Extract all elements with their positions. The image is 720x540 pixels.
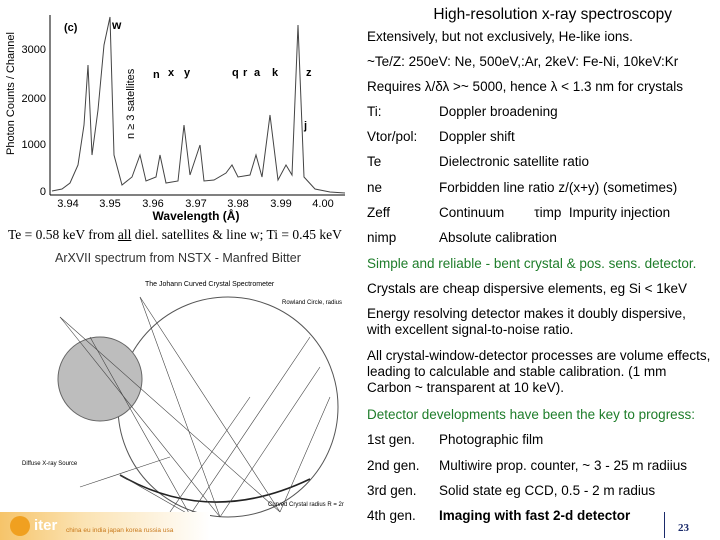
intro-line-1: Extensively, but not exclusively, He-like ions. bbox=[367, 29, 633, 44]
partners-text: china eu india japan korea russia usa bbox=[66, 527, 174, 534]
panel-label: (c) bbox=[64, 22, 78, 34]
line-label-x: x bbox=[168, 67, 175, 79]
y-tick: 0 bbox=[39, 186, 46, 198]
gen-desc: Imaging with fast 2-d detector bbox=[439, 508, 631, 523]
line-label-z: z bbox=[306, 67, 312, 79]
spectrum-trace bbox=[52, 17, 345, 193]
gen-desc: Solid state eg CCD, 0.5 - 2 m radius bbox=[439, 483, 656, 498]
gen-label: 3rd gen. bbox=[367, 483, 417, 498]
param-key: ne bbox=[367, 180, 383, 195]
line-label-n: n bbox=[153, 69, 160, 81]
line-label-a: a bbox=[254, 67, 261, 79]
param-key: nimp bbox=[367, 230, 397, 245]
simple-note: Simple and reliable - bent crystal & pos. sens. detector. bbox=[367, 256, 697, 271]
footer-divider bbox=[664, 512, 665, 538]
x-axis-label: Wavelength (Å) bbox=[152, 209, 240, 223]
param-desc: Dielectronic satellite ratio bbox=[439, 154, 590, 169]
page-number: 23 bbox=[678, 522, 689, 534]
x-tick: 3.95 bbox=[99, 198, 121, 210]
param-desc: Doppler shift bbox=[439, 129, 515, 144]
energy-note: Energy resolving detector makes it doubly dispersive, with excellent signal-to-noise ratio. bbox=[367, 306, 686, 337]
line-label-q: q bbox=[232, 67, 239, 79]
intro-line-3: Requires λ/δλ >~ 5000, hence λ < 1.3 nm for crystals bbox=[367, 79, 684, 94]
line-label-k: k bbox=[272, 67, 279, 79]
x-tick: 3.98 bbox=[227, 198, 249, 210]
source-blob bbox=[58, 337, 142, 421]
line-label-y: y bbox=[184, 67, 191, 79]
param-key: Zeff bbox=[367, 205, 391, 220]
rowland-circle bbox=[118, 297, 338, 517]
line-label-r: r bbox=[243, 67, 248, 79]
footer-logo bbox=[0, 512, 210, 540]
param-desc: Doppler broadening bbox=[439, 104, 558, 119]
diagram-title: The Johann Curved Crystal Spectrometer bbox=[145, 281, 275, 288]
satellite-label: n ≥ 3 satellites bbox=[125, 68, 137, 139]
y-tick: 2000 bbox=[21, 93, 46, 105]
gen-label: 4th gen. bbox=[367, 508, 416, 523]
crystal-label: Curved Crystal radius R = 2r bbox=[268, 502, 344, 508]
johann-diagram bbox=[20, 277, 365, 522]
y-axis-label: Photon Counts / Channel bbox=[5, 32, 17, 155]
curved-crystal bbox=[120, 475, 310, 502]
param-key: Vtor/pol: bbox=[367, 129, 418, 144]
gen-label: 1st gen. bbox=[367, 432, 416, 447]
gen-label: 2nd gen. bbox=[367, 458, 420, 473]
page-title: High-resolution x-ray spectroscopy bbox=[433, 6, 672, 23]
y-tick: 3000 bbox=[21, 44, 46, 56]
rowland-label: Rowland Circle, radius bbox=[282, 300, 343, 306]
intro-line-2: ~Te/Z: 250eV: Ne, 500eV,:Ar, 2keV: Fe-Ni, 10keV:Kr bbox=[367, 54, 679, 69]
iter-logo bbox=[10, 516, 30, 536]
volume-note: All crystal-window-detector processes are volume effects, leading to calculable and stable calibration. (1 mm Carbon ~ transparent at 10 keV). bbox=[367, 348, 711, 395]
iter-logo-text: iter bbox=[34, 517, 58, 534]
te-caption-text: Te = 0.58 keV from all diel. satellites & line w; Ti = 0.45 keV bbox=[8, 227, 342, 242]
x-tick: 4.00 bbox=[312, 198, 334, 210]
gen-desc: Multiwire prop. counter, ~ 3 - 25 m radiius bbox=[439, 458, 687, 473]
x-tick: 3.99 bbox=[270, 198, 292, 210]
param-desc: Continuum τimp Impurity injection bbox=[439, 205, 671, 220]
x-tick: 3.97 bbox=[185, 198, 207, 210]
spectrum-plot bbox=[0, 5, 360, 223]
x-tick: 3.96 bbox=[142, 198, 164, 210]
underlined-word: all bbox=[117, 227, 132, 242]
param-key: Ti: bbox=[367, 104, 382, 119]
line-label-j: j bbox=[304, 120, 308, 132]
te-caption bbox=[8, 227, 342, 243]
line-label-w: w bbox=[112, 18, 122, 32]
x-tick: 3.94 bbox=[57, 198, 79, 210]
gen-desc: Photographic film bbox=[439, 432, 544, 447]
y-tick: 1000 bbox=[21, 139, 46, 151]
param-key: Te bbox=[367, 154, 382, 169]
source-label: Diffuse X-ray Source bbox=[22, 461, 78, 467]
param-desc: Absolute calibration bbox=[439, 230, 557, 245]
crystals-note: Crystals are cheap dispersive elements, eg Si < 1keV bbox=[367, 281, 688, 296]
param-desc: Forbidden line ratio z/(x+y) (sometimes) bbox=[439, 180, 678, 195]
ar-caption: ArXVII spectrum from NSTX - Manfred Bitter bbox=[55, 251, 301, 265]
detector-heading: Detector developments have been the key to progress: bbox=[367, 407, 695, 422]
